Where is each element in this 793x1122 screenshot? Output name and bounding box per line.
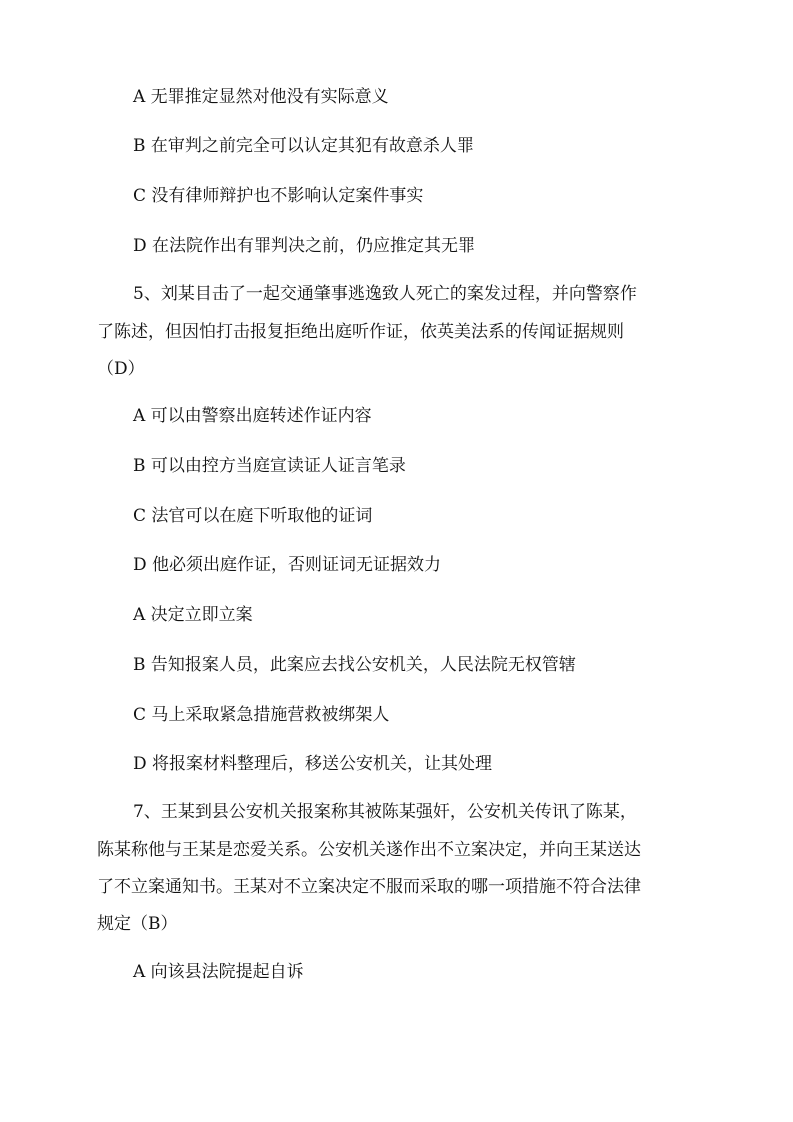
question-5-line-1: 5、刘某目击了一起交通肇事逃逸致人死亡的案发过程，并向警察作 [133,284,637,304]
question-5-option-a: A 可以由警察出庭转述作证内容 [133,406,372,426]
question-5-option-d: D 他必须出庭作证，否则证词无证据效力 [133,555,442,575]
question-6-option-a: A 决定立即立案 [133,605,253,625]
question-5-option-c: C 法官可以在庭下听取他的证词 [133,506,373,526]
question-7-option-a: A 向该县法院提起自诉 [133,962,304,982]
option-b: B 在审判之前完全可以认定其犯有故意杀人罪 [133,136,474,156]
question-5-line-2: 了陈述，但因怕打击报复拒绝出庭听作证，依英美法系的传闻证据规则 [97,322,624,342]
question-6-option-c: C 马上采取紧急措施营救被绑架人 [133,705,390,725]
option-d: D 在法院作出有罪判决之前，仍应推定其无罪 [133,236,476,256]
question-7-line-3: 了不立案通知书。王某对不立案决定不服而采取的哪一项措施不符合法律 [97,877,641,897]
option-c: C 没有律师辩护也不影响认定案件事实 [133,186,424,206]
question-6-option-b: B 告知报案人员，此案应去找公安机关，人民法院无权管辖 [133,655,576,675]
question-7-line-4: 规定（B） [97,914,178,934]
question-5-line-3: （D） [97,359,145,379]
question-6-option-d: D 将报案材料整理后，移送公安机关，让其处理 [133,754,493,774]
question-5-option-b: B 可以由控方当庭宣读证人证言笔录 [133,456,406,476]
question-7-line-2: 陈某称他与王某是恋爱关系。公安机关遂作出不立案决定，并向王某送达 [97,840,641,860]
option-a: A 无罪推定显然对他没有实际意义 [133,87,389,107]
question-7-line-1: 7、王某到县公安机关报案称其被陈某强奸，公安机关传讯了陈某， [133,802,637,822]
